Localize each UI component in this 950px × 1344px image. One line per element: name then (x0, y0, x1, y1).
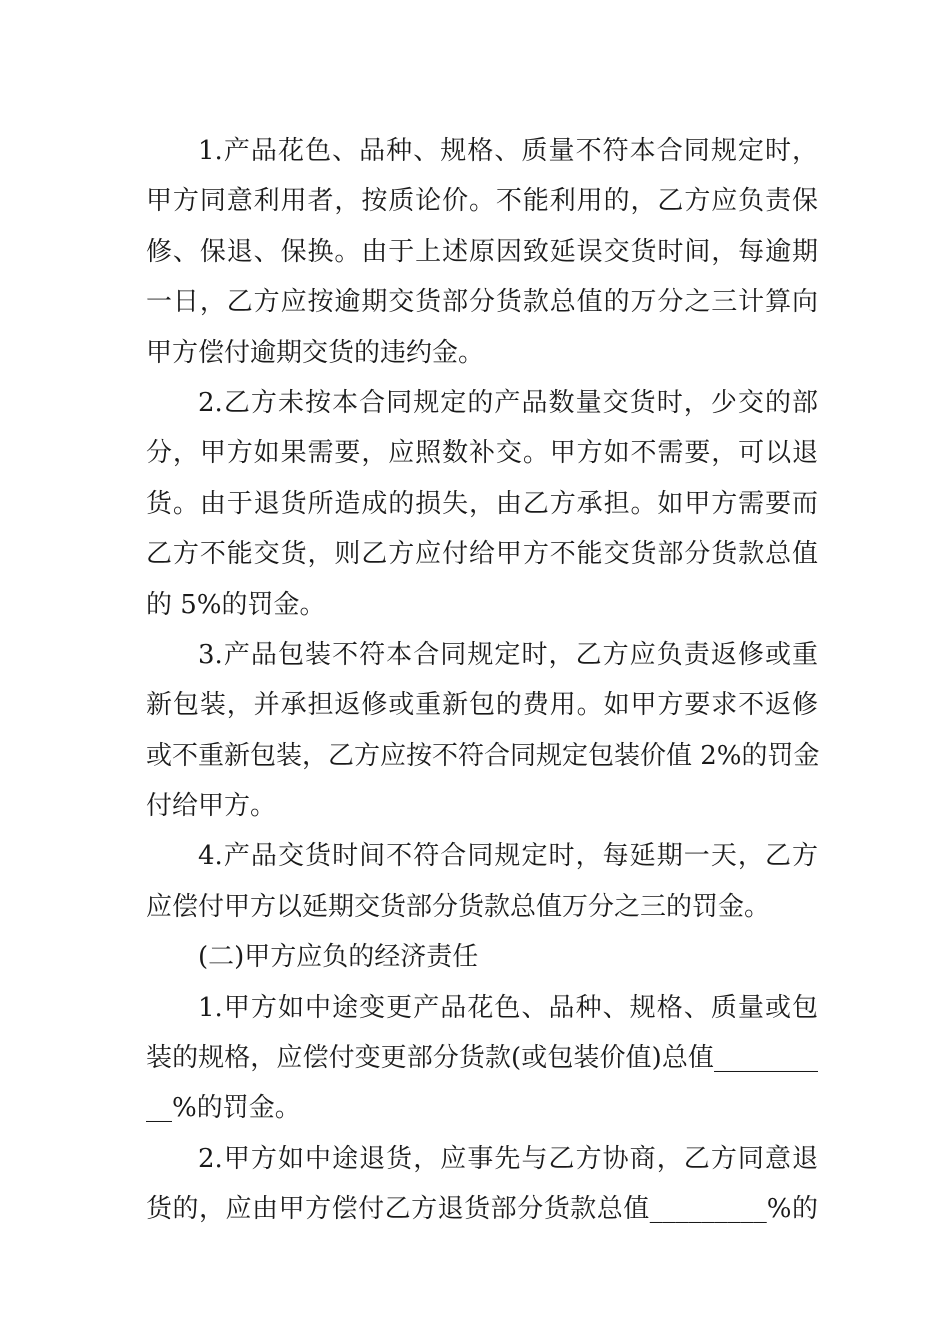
text-line: 1.甲方如中途变更产品花色、品种、规格、质量或包 (198, 992, 818, 1023)
text-line: 应偿付甲方以延期交货部分货款总值万分之三的罚金。 (146, 891, 771, 922)
paragraph-buyer-item-2 (146, 1134, 818, 1235)
text-line: 甲方同意利用者，按质论价。不能利用的，乙方应负责保 (146, 186, 818, 217)
text-line: 货。由于退货所造成的损失，由乙方承担。如甲方需要而 (146, 488, 818, 519)
paragraph-buyer-item-1 (146, 983, 818, 1134)
text-line: 甲方偿付逾期交货的违约金。 (146, 337, 485, 368)
text-line: 2.乙方未按本合同规定的产品数量交货时，少交的部 (198, 387, 818, 418)
paragraph-seller-item-1 (146, 126, 818, 378)
text-line: 分，甲方如果需要，应照数补交。甲方如不需要，可以退 (146, 438, 818, 469)
text-line: 乙方不能交货，则乙方应付给甲方不能交货部分货款总值 (146, 539, 818, 570)
text-line: __%的罚金。 (146, 1093, 301, 1124)
contract-text (146, 126, 818, 1235)
text-line: 3.产品包装不符本合同规定时，乙方应负责返修或重 (198, 639, 818, 670)
paragraph-seller-item-3 (146, 630, 818, 832)
text-line: 装的规格，应偿付变更部分货款(或包装价值)总值________ (146, 1043, 818, 1074)
text-line: 4.产品交货时间不符合同规定时，每延期一天，乙方 (198, 841, 818, 872)
text-line: 货的，应由甲方偿付乙方退货部分货款总值_________%的 (146, 1194, 818, 1225)
text-line: 2.甲方如中途退货，应事先与乙方协商，乙方同意退 (198, 1143, 818, 1174)
text-line: 修、保退、保换。由于上述原因致延误交货时间，每逾期 (146, 236, 818, 267)
paragraph-seller-item-2 (146, 378, 818, 630)
text-line: 的 5%的罚金。 (146, 589, 326, 620)
text-line: 一日，乙方应按逾期交货部分货款总值的万分之三计算向 (146, 287, 818, 318)
text-line: 1.产品花色、品种、规格、质量不符本合同规定时， (198, 136, 818, 166)
text-line: 或不重新包装，乙方应按不符合同规定包装价值 2%的罚金 (146, 740, 820, 771)
section-heading: (二)甲方应负的经济责任 (198, 942, 479, 973)
text-line: 新包装，并承担返修或重新包的费用。如甲方要求不返修 (146, 690, 818, 721)
text-line: 付给甲方。 (146, 791, 277, 822)
paragraph-seller-item-4 (146, 831, 818, 932)
section-heading-buyer-liability (146, 932, 818, 982)
